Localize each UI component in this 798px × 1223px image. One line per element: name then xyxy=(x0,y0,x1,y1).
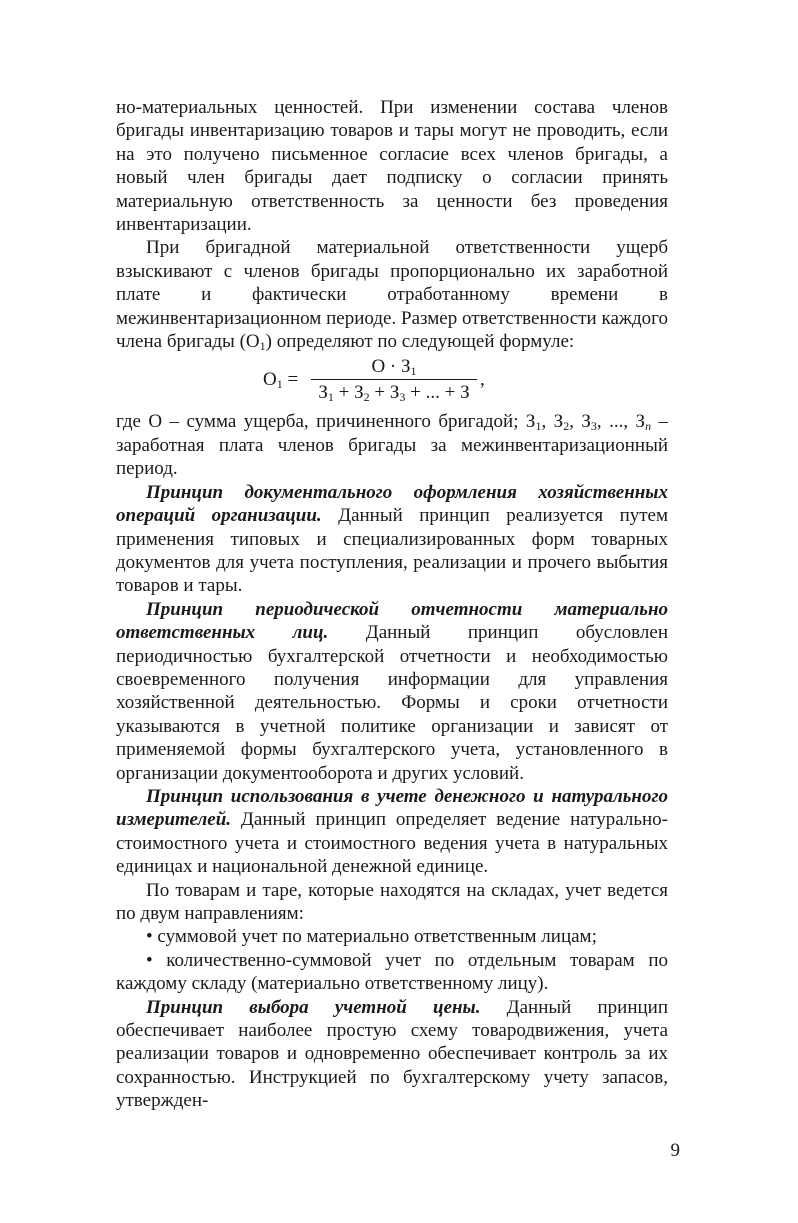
formula-num-sub: 1 xyxy=(410,364,417,379)
p3-e: – заработная плата членов бригады за межинвентаризационный период. xyxy=(116,411,669,480)
p3-c: , З xyxy=(569,411,591,433)
paragraph-2-o: (О xyxy=(239,331,260,353)
paragraph-4 xyxy=(116,481,668,598)
formula-den-sub3: 3 xyxy=(399,390,406,405)
paragraph-5-heading: Принцип периодической отчетности материально ответственных лиц. xyxy=(116,598,668,644)
formula-equals: = xyxy=(282,369,299,391)
p3-a: где О – сумма ущерба, причиненного бригадой; З xyxy=(116,411,536,433)
paragraph-1: но-материальных ценностей. При изменении состава членов бригады инвентаризацию товаров и тары могут не проводить, если на это получено письменное согласие всех членов бригады, а новый член бригады дает подписку о согласии принять материальную ответственность за ценности без проведения инвентаризации. xyxy=(116,97,668,236)
paragraph-6-heading: Принцип использования в учете денежного и натурального измерителей. xyxy=(116,785,668,831)
list-item-2: • количественно-суммовой учет по отдельным товарам по каждому складу (материально ответственному лицу). xyxy=(116,949,668,995)
p3-subn: n xyxy=(645,419,652,434)
list-item-1: • суммовой учет по материально ответственным лицам; xyxy=(146,926,597,948)
page-body xyxy=(116,96,668,1113)
paragraph-7: По товарам и таре, которые находятся на складах, учет ведется по двум направлениям: xyxy=(116,879,668,924)
formula-denominator xyxy=(311,382,477,404)
paragraph-2-tail: ) определяют по следующей формуле: xyxy=(265,331,575,353)
formula-den-a: З xyxy=(318,382,328,404)
paragraph-2 xyxy=(116,236,668,353)
paragraph-6 xyxy=(116,785,668,879)
formula-den-d: + ... + З xyxy=(405,382,470,404)
formula-lhs-sub: 1 xyxy=(276,377,283,392)
formula-comma: , xyxy=(480,369,485,391)
p3-sub1: 1 xyxy=(535,419,542,434)
formula-den-sub1: 1 xyxy=(327,390,334,405)
p3-sub2: 2 xyxy=(563,419,570,434)
paragraph-4-heading: Принцип документального оформления хозяйственных операций организации. xyxy=(116,481,668,527)
paragraph-8-body: Данный принцип обеспечивает наиболее простую схему товародвижения, учета реализации товаров и одновременно обеспечивает контроль за их сохранностью. Инструкцией по бухгалтерскому учету запасов, утвержден- xyxy=(116,996,668,1112)
formula-lhs-symbol: О xyxy=(263,369,277,391)
paragraph-2-o-sub: 1 xyxy=(259,339,266,354)
paragraph-8 xyxy=(116,996,668,1113)
p3-sub3: 3 xyxy=(590,419,597,434)
paragraph-5 xyxy=(116,598,668,785)
paragraph-8-heading: Принцип выбора учетной цены. xyxy=(146,996,481,1018)
page-number: 9 xyxy=(670,1140,680,1161)
paragraph-4-body: Данный принцип реализуется путем применения типовых и специализированных форм товарных документов для учета поступления, реализации и прочего выбытия товаров и тары. xyxy=(116,505,668,597)
formula-fraction xyxy=(311,356,477,404)
formula-numerator xyxy=(311,356,477,378)
formula-num-text: О · З xyxy=(371,356,411,378)
formula-lhs xyxy=(263,368,298,391)
paragraph-2-text: При бригадной материальной ответственности ущерб взыскивают с членов бригады пропорционально их заработной плате и фактически отработанному времени в межинвентаризационном периоде. Размер ответственности каждого члена бригады xyxy=(116,237,668,353)
formula-fraction-bar xyxy=(311,379,477,380)
paragraph-5-body: Данный принцип обусловлен периодичностью бухгалтерской отчетности и необходимостью своевременного получения информации для управления хозяйственной деятельностью. Формы и сроки отчетности указываются в учетной политике организации и зависят от применяемой формы бухгалтерского учета, установленного в организации документооборота и других условий. xyxy=(116,622,668,784)
p3-b: , З xyxy=(541,411,564,433)
p3-d: , ..., З xyxy=(596,411,646,433)
paragraph-6-body: Данный принцип определяет ведение натурально-стоимостного учета и стоимостного ведения учета в натуральных единицах и национальной денежной единице. xyxy=(116,809,668,878)
formula-den-c: + З xyxy=(369,382,400,404)
formula xyxy=(116,356,668,404)
formula-den-b: + З xyxy=(333,382,364,404)
paragraph-3 xyxy=(116,410,668,480)
formula-den-sub2: 2 xyxy=(363,390,370,405)
